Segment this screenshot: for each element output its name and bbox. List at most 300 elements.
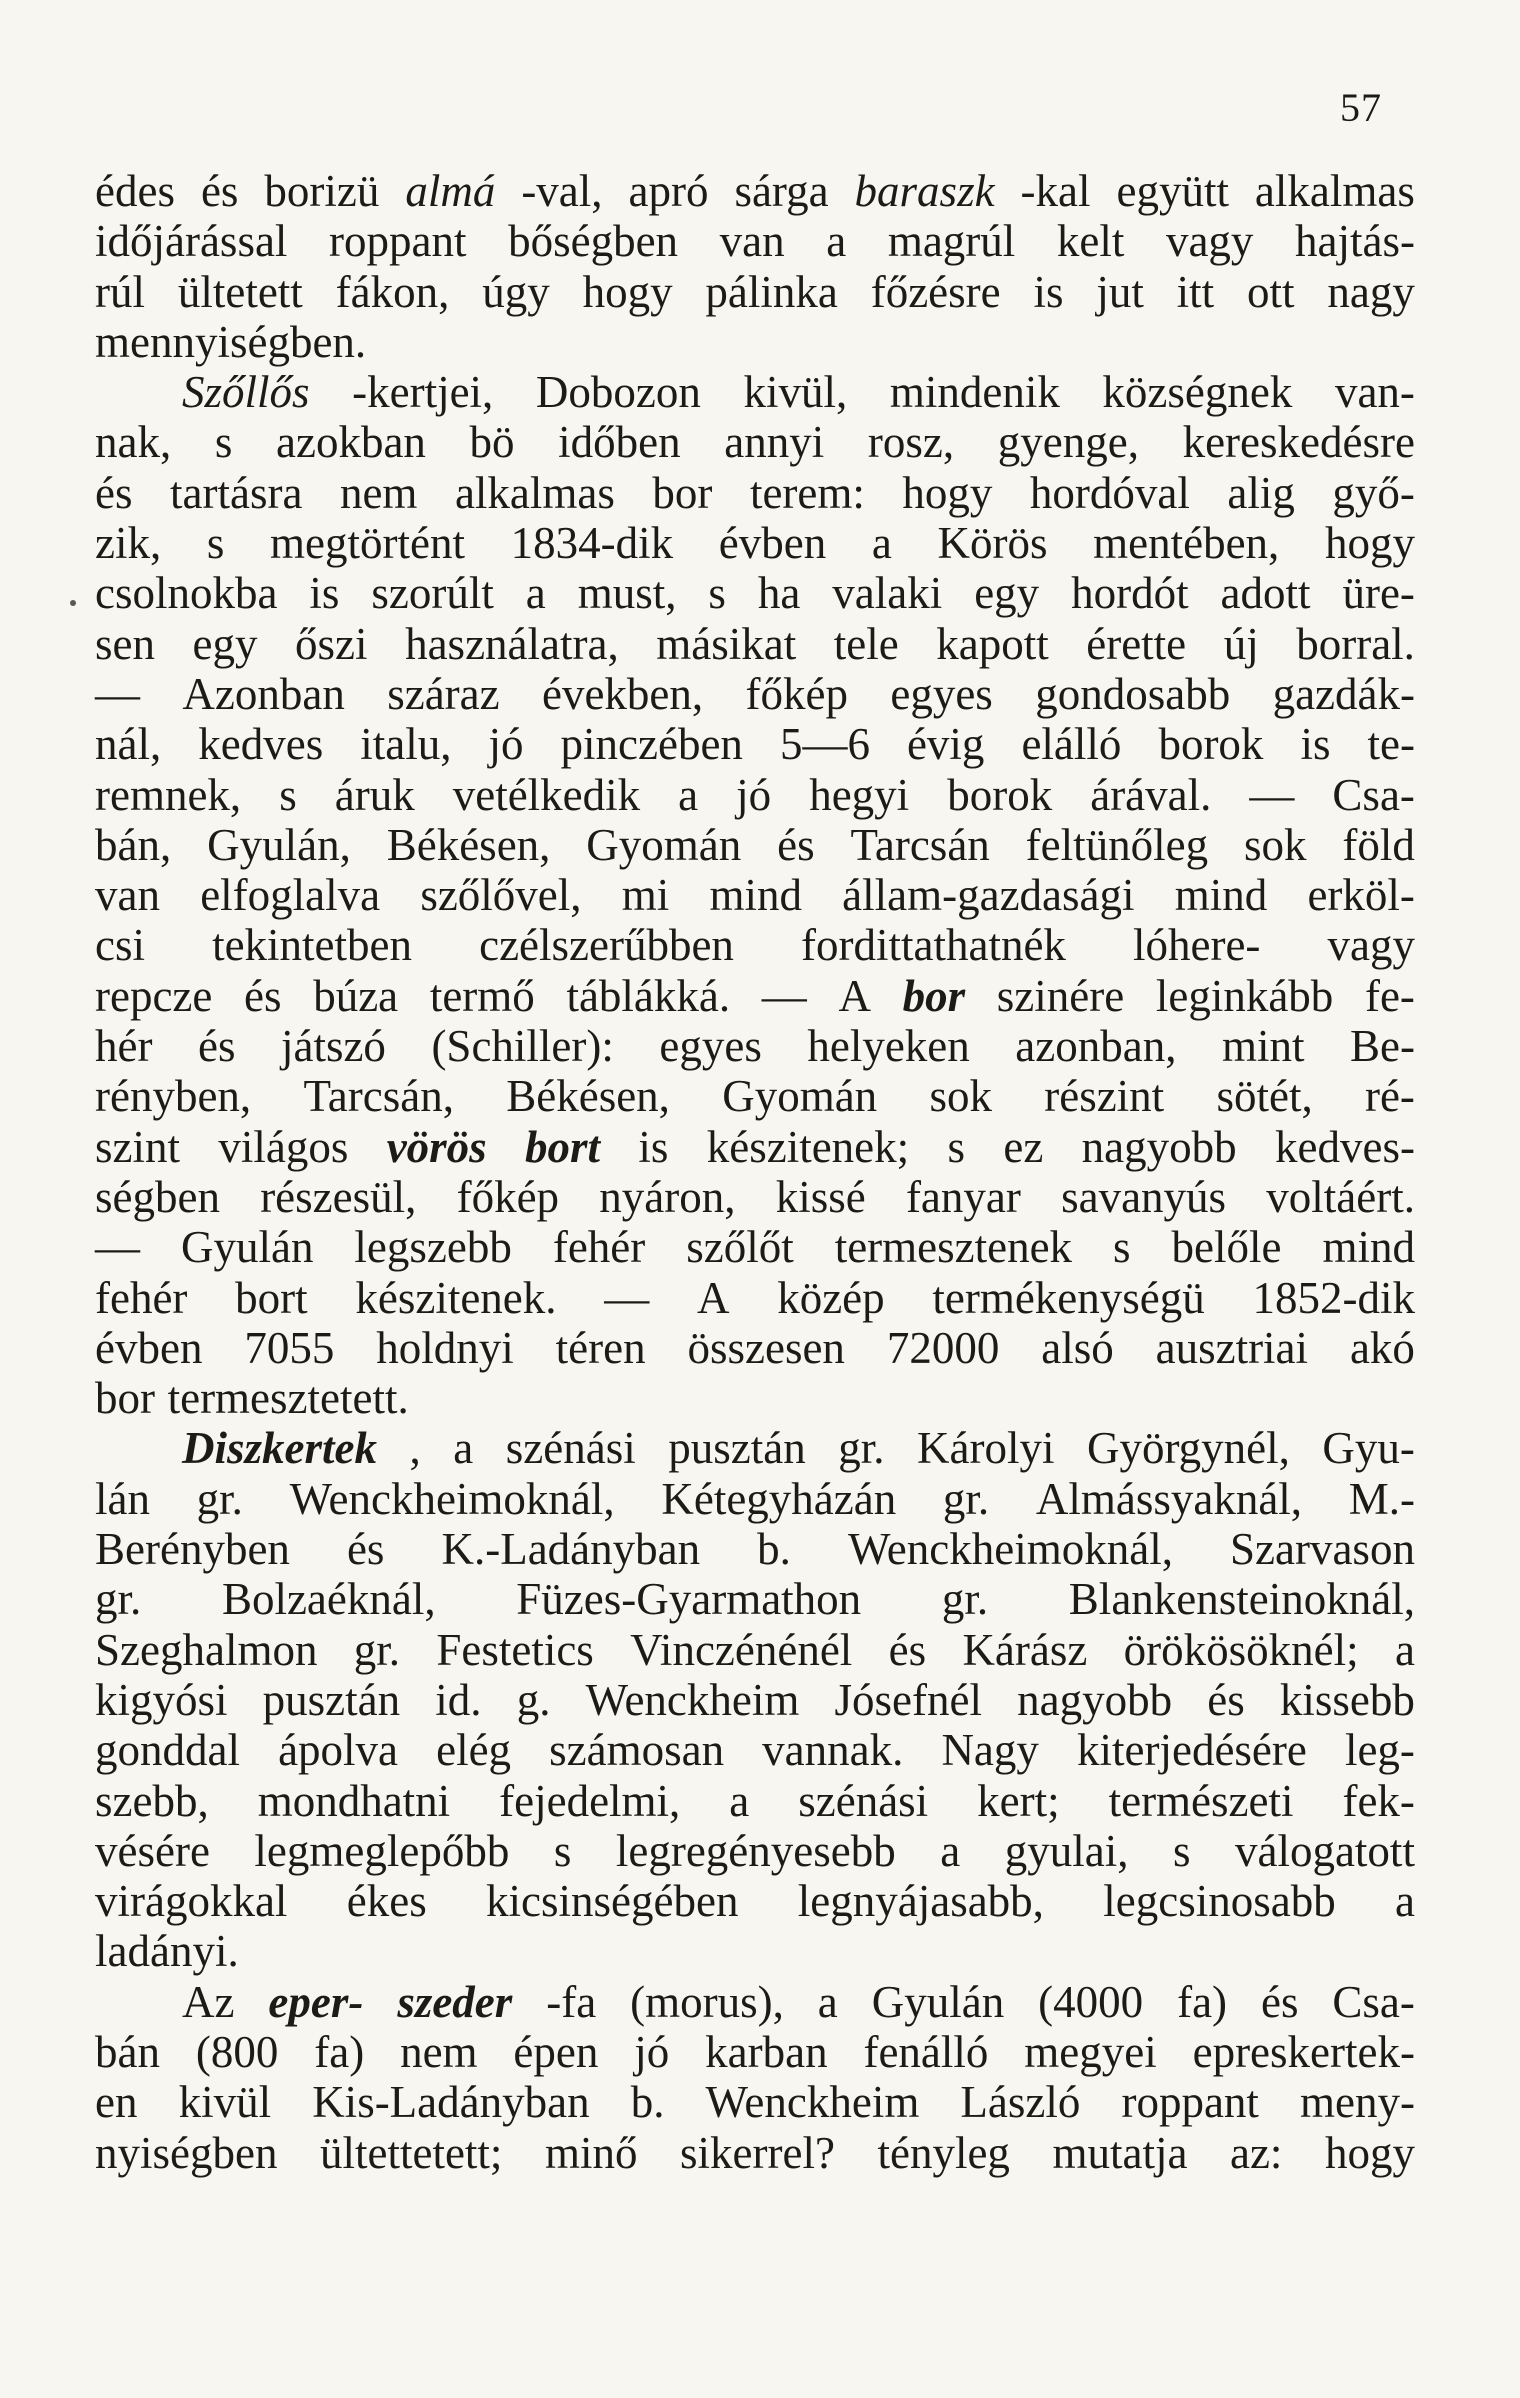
word: 1834-dik (510, 518, 674, 569)
word: rényben, (95, 1071, 252, 1122)
word: sen (95, 618, 155, 669)
text-line (95, 870, 1415, 920)
word: főzésre (870, 266, 1001, 317)
stray-ink-mark (70, 600, 76, 606)
word: — (95, 668, 140, 719)
word: en (95, 2077, 138, 2128)
word: és (777, 819, 815, 870)
text-line (95, 770, 1415, 820)
word: nak, (95, 417, 172, 468)
word: Wenckheimoknál, (289, 1473, 615, 1524)
text-line (95, 1373, 1415, 1423)
word: az: (1229, 2127, 1283, 2178)
word: 5—6 (779, 719, 870, 770)
word: sárga (734, 166, 829, 216)
word: vagy (1327, 920, 1415, 971)
word: győ- (1332, 467, 1415, 518)
word: Wenckheimoknál, (847, 1524, 1173, 1575)
word: Békésen, (506, 1071, 670, 1122)
word: Vinczénénél (630, 1624, 853, 1675)
word: új (1223, 618, 1259, 669)
word: Szeghalmon (95, 1624, 318, 1675)
word: szebb, (95, 1775, 209, 1826)
word: bö (469, 417, 515, 468)
word: bőségben (508, 216, 679, 267)
word: gr. (353, 1624, 401, 1675)
word: ha (757, 568, 801, 619)
word: s (553, 1825, 572, 1876)
word: alkalmas (454, 467, 615, 518)
word: tele (833, 618, 899, 669)
text-line (95, 1222, 1415, 1272)
word: vésére (95, 1825, 210, 1876)
word: nagyobb (1017, 1674, 1173, 1725)
word: sok (1244, 819, 1307, 870)
word: A (838, 970, 871, 1021)
word: játszó (280, 1021, 386, 1072)
word: egy (974, 568, 1040, 619)
word: borral. (1296, 618, 1415, 669)
word: Gyu- (1322, 1423, 1415, 1474)
word: jó (634, 2026, 670, 2077)
word: készitenek. (355, 1272, 557, 1323)
word: szénási (505, 1423, 636, 1474)
emphasized-word: bor (902, 970, 966, 1021)
word: kivül (178, 2077, 272, 2128)
word: ladányi. (95, 1926, 239, 1977)
word: táblákká. (566, 970, 731, 1021)
word: kelt (1056, 216, 1125, 267)
word: és (1207, 1674, 1245, 1725)
word: — (604, 1272, 650, 1323)
word: hogy (1324, 518, 1415, 569)
word: a (826, 216, 847, 267)
word: s (214, 417, 233, 468)
word: Dobozon (535, 367, 701, 418)
word: legszebb (354, 1222, 512, 1273)
word: Berényben (95, 1524, 290, 1575)
word: Tarcsán (850, 819, 990, 870)
word: egyes (659, 1021, 762, 1072)
word: szőlővel, (420, 870, 582, 921)
word: használatra, (405, 618, 619, 669)
word: -kertjei, (352, 367, 494, 418)
word: legcsinosabb (1103, 1876, 1336, 1927)
word: rosz, (867, 417, 955, 468)
word: közép (777, 1272, 885, 1323)
word: lóhere- (1133, 920, 1261, 971)
word: másikat (656, 618, 797, 669)
word: számosan (549, 1725, 725, 1776)
word: Wenckheim (585, 1674, 800, 1725)
word: Wenckheim (705, 2077, 920, 2128)
word: b. (630, 2077, 665, 2128)
word: elég (436, 1725, 512, 1776)
word: kicsinségében (486, 1876, 739, 1927)
word: a (940, 1825, 961, 1876)
word: megtörtént (270, 518, 465, 569)
word: savanyús (1061, 1171, 1227, 1222)
word: ékes (346, 1876, 427, 1927)
word: készitenek; (706, 1121, 910, 1172)
word: kissé (775, 1171, 866, 1222)
word: évig (906, 719, 985, 770)
word: pálinka (705, 266, 838, 317)
word: Békésen, (386, 819, 551, 870)
word: — (1249, 769, 1295, 820)
word: — (761, 970, 807, 1021)
word: föld (1342, 819, 1415, 870)
word: Almássyaknál, (1035, 1473, 1303, 1524)
emphasized-word: bort (525, 1121, 601, 1172)
word: fákon, (335, 266, 450, 317)
text-line (95, 1423, 1415, 1473)
text-line (95, 1524, 1415, 1574)
word: M.- (1348, 1473, 1415, 1524)
word: remnek, (95, 769, 242, 820)
word: (800 (195, 2026, 279, 2077)
word: Bolzaéknál, (221, 1574, 436, 1625)
word: zik, (95, 518, 162, 569)
word: helyeken (807, 1021, 970, 1072)
word: őszi (295, 618, 368, 669)
word: épen (513, 2026, 599, 2077)
word: Györgynél, (1087, 1423, 1290, 1474)
word: Gyulán, (207, 819, 351, 870)
word: fa) (1177, 1976, 1228, 2027)
word: gyulai, (1004, 1825, 1129, 1876)
word: minő (544, 2127, 638, 2178)
word: a (1395, 1876, 1415, 1927)
word: terem: (749, 467, 865, 518)
text-line (95, 1323, 1415, 1373)
word: epreskertek- (1192, 2026, 1415, 2077)
word: fe- (1364, 970, 1415, 1021)
emphasized-word: baraszk (854, 166, 995, 216)
word: rúl (95, 266, 145, 317)
word: kiterjedésére (1077, 1725, 1307, 1776)
word: fek- (1342, 1775, 1415, 1826)
word: mentében, (1093, 518, 1280, 569)
word: főkép (456, 1171, 560, 1222)
word: bán (95, 2026, 160, 2077)
text-line (95, 166, 1415, 216)
word: roppant (1121, 2077, 1259, 2128)
word: hegyi (809, 769, 910, 820)
word: gondosabb (1035, 668, 1231, 719)
word: községnek (1102, 367, 1293, 418)
word: meny- (1300, 2077, 1415, 2128)
word: kert; (977, 1775, 1060, 1826)
word: elálló (1021, 719, 1122, 770)
emphasized-word: Diszkertek (182, 1423, 377, 1474)
word: gyenge, (997, 417, 1139, 468)
word: kivül, (743, 367, 848, 418)
word: virágokkal (95, 1876, 288, 1927)
text-line (95, 216, 1415, 266)
word: -fa (546, 1976, 597, 2027)
word: jó (736, 769, 772, 820)
text-line (95, 1826, 1415, 1876)
word: Nagy (941, 1725, 1039, 1776)
word: azonban, (1015, 1021, 1177, 1072)
word: évben (95, 1322, 203, 1373)
word: gazdák- (1272, 668, 1415, 719)
word: kapott (936, 618, 1049, 669)
text-line (95, 1926, 1415, 1976)
word: ez (1003, 1121, 1044, 1172)
word: vannak. (762, 1725, 904, 1776)
word: jó (488, 719, 524, 770)
word: Károlyi (917, 1423, 1055, 1474)
word: karban (705, 2026, 828, 2077)
emphasized-word: vörös (386, 1121, 487, 1172)
text-line (95, 2027, 1415, 2077)
word: s (206, 518, 225, 569)
word: bán, (95, 819, 172, 870)
word: fanyar (905, 1171, 1021, 1222)
text-line (95, 1625, 1415, 1675)
word: Kárász (962, 1624, 1088, 1675)
word: kedves- (1275, 1121, 1415, 1172)
word: úgy (482, 266, 550, 317)
text-line (95, 2128, 1415, 2178)
word: hordóval (1029, 467, 1190, 518)
text-line (95, 518, 1415, 568)
text-line (95, 971, 1415, 1021)
word: roppant (329, 216, 467, 267)
word: búza (313, 970, 399, 1021)
word: lán (95, 1473, 150, 1524)
text-line (95, 1876, 1415, 1926)
word: a (453, 1423, 474, 1474)
word: Füzes-Gyarmathon (516, 1574, 862, 1625)
word: csi (95, 920, 145, 971)
word: alsó (1041, 1322, 1114, 1373)
word: és (244, 970, 282, 1021)
word: gr. (941, 1574, 989, 1625)
word: pusztán (668, 1423, 806, 1474)
word: voltáért. (1266, 1171, 1415, 1222)
word: id. (435, 1674, 482, 1725)
word: s (708, 568, 726, 619)
word: főkép (745, 668, 848, 719)
word: időben (558, 417, 681, 468)
word: száraz (387, 668, 500, 719)
word: a (525, 568, 546, 619)
word: Csa- (1332, 769, 1415, 820)
word: termő (429, 970, 535, 1021)
word: borizü (264, 166, 380, 216)
word: szorúlt (371, 568, 494, 619)
word: együtt (1116, 166, 1229, 216)
word: borok (947, 769, 1053, 820)
word: (morus), (630, 1976, 784, 2027)
word: (Schiller): (431, 1021, 614, 1072)
word: a (678, 769, 699, 820)
word: gr. (196, 1473, 243, 1524)
word: czélszerűbben (479, 920, 734, 971)
emphasized-word: szeder (397, 1976, 513, 2027)
word: te- (1367, 719, 1415, 770)
word: must, (577, 568, 677, 619)
word: apró (628, 166, 709, 216)
word: Azonban (182, 668, 345, 719)
word: tekintetben (212, 920, 413, 971)
word: — (95, 1222, 140, 1273)
text-line (95, 820, 1415, 870)
word: adott (1220, 568, 1311, 619)
word: időjárással (95, 216, 288, 267)
word: természeti (1108, 1775, 1294, 1826)
page-number: 57 (1340, 85, 1382, 130)
text-line (95, 669, 1415, 719)
word: nagyobb (1081, 1121, 1237, 1172)
word: s (1113, 1222, 1131, 1273)
word: Tarcsán, (303, 1071, 454, 1122)
word: is (1300, 719, 1331, 770)
word: nyiségben (95, 2127, 278, 2178)
word: hogy (1324, 2127, 1415, 2178)
word: pusztán (262, 1674, 401, 1725)
word: (4000 (1038, 1976, 1144, 2027)
word: s (279, 769, 297, 820)
word: s (1172, 1825, 1191, 1876)
word: és (197, 1021, 236, 1072)
word: részint (1044, 1071, 1165, 1122)
word: Jósefnél (834, 1674, 982, 1725)
word: Kis-Ladányban (312, 2077, 590, 2128)
word: , (409, 1423, 421, 1474)
word: italu, (360, 719, 452, 770)
word: repcze (95, 970, 213, 1021)
emphasized-word: Szőllős (182, 367, 310, 418)
word: összesen (687, 1322, 845, 1373)
word: van- (1334, 367, 1415, 418)
word: legnyájasabb, (797, 1876, 1044, 1927)
word: van (719, 216, 785, 267)
text-line (95, 1574, 1415, 1624)
word: hér (95, 1021, 153, 1072)
word: is (309, 568, 340, 619)
word: kissebb (1279, 1674, 1415, 1725)
word: állam-gazdasági (842, 870, 1135, 921)
word: vagy (1165, 216, 1254, 267)
word: a (1394, 1624, 1415, 1675)
word: gr. (838, 1423, 885, 1474)
text-line (95, 568, 1415, 618)
word: azokban (276, 417, 426, 468)
word: nyáron, (599, 1171, 736, 1222)
emphasized-word: almá (405, 166, 496, 216)
word: ré- (1364, 1071, 1415, 1122)
text-line (95, 1725, 1415, 1775)
word: szinére (996, 970, 1125, 1021)
text-line (95, 1776, 1415, 1826)
word: pinczében (560, 719, 743, 770)
text-line (95, 2077, 1415, 2127)
word: nagy (1327, 266, 1415, 317)
word: leg- (1344, 1725, 1415, 1776)
word: legmeglepőbb (254, 1825, 510, 1876)
word: gonddal (95, 1725, 240, 1776)
word: Blankensteinoknál, (1068, 1574, 1415, 1625)
word: és (346, 1524, 385, 1575)
word: ültettetett; (320, 2127, 503, 2178)
word: a (729, 1775, 750, 1826)
word: Csa- (1332, 1976, 1415, 2027)
word: ott (1247, 266, 1295, 317)
word: erköl- (1307, 870, 1415, 921)
word: gr. (942, 1473, 990, 1524)
text-line (95, 267, 1415, 317)
word: ausztriai (1155, 1322, 1309, 1373)
word: is (1033, 266, 1064, 317)
word: részesül, (260, 1171, 417, 1222)
word: édes (95, 166, 175, 216)
word: fenálló (863, 2026, 989, 2077)
word: egyes (890, 668, 993, 719)
word: holdnyi (376, 1322, 514, 1373)
word: tartásra (170, 467, 303, 518)
word: ségben (95, 1171, 220, 1222)
word: Szarvason (1230, 1524, 1415, 1575)
word: Gyomán (586, 819, 742, 870)
word: Körös (937, 518, 1048, 569)
word: hajtás- (1295, 216, 1415, 267)
word: tényleg (877, 2127, 1010, 2178)
emphasized-word: eper- (268, 1976, 364, 2027)
word: világos (218, 1121, 349, 1172)
word: magrúl (887, 216, 1016, 267)
word: akó (1349, 1322, 1415, 1373)
word: egy (192, 618, 258, 669)
word: borok (1158, 719, 1264, 770)
word: hogy (582, 266, 673, 317)
word: válogatott (1234, 1825, 1415, 1876)
word: K.-Ladányban (441, 1524, 701, 1575)
word: A (696, 1272, 730, 1323)
word: kigyósi (95, 1674, 228, 1725)
word: alig (1227, 467, 1295, 518)
word: belőle (1171, 1222, 1282, 1273)
text-line (95, 367, 1415, 417)
word: b. (757, 1524, 791, 1575)
word: vetélkedik (452, 769, 641, 820)
text-line (95, 417, 1415, 467)
word: sötét, (1216, 1071, 1313, 1122)
word: nem (400, 2026, 478, 2077)
word: bort (235, 1272, 308, 1323)
word: szőlőt (686, 1222, 794, 1273)
text-line (95, 619, 1415, 669)
word: üre- (1342, 568, 1415, 619)
word: ápolva (278, 1725, 399, 1776)
word: kereskedésre (1182, 417, 1415, 468)
word: mutatja (1052, 2127, 1188, 2178)
word: is (638, 1121, 669, 1172)
word: sok (929, 1071, 992, 1122)
word: feltünőleg (1025, 819, 1209, 870)
word: mi (621, 870, 670, 921)
word: termesztenek (834, 1222, 1073, 1273)
word: Kétegyházán (661, 1473, 897, 1524)
word: leginkább (1155, 970, 1334, 1021)
text-line (95, 1021, 1415, 1071)
word: fejedelmi, (499, 1775, 681, 1826)
text-line (95, 1273, 1415, 1323)
word: gr. (95, 1574, 142, 1625)
